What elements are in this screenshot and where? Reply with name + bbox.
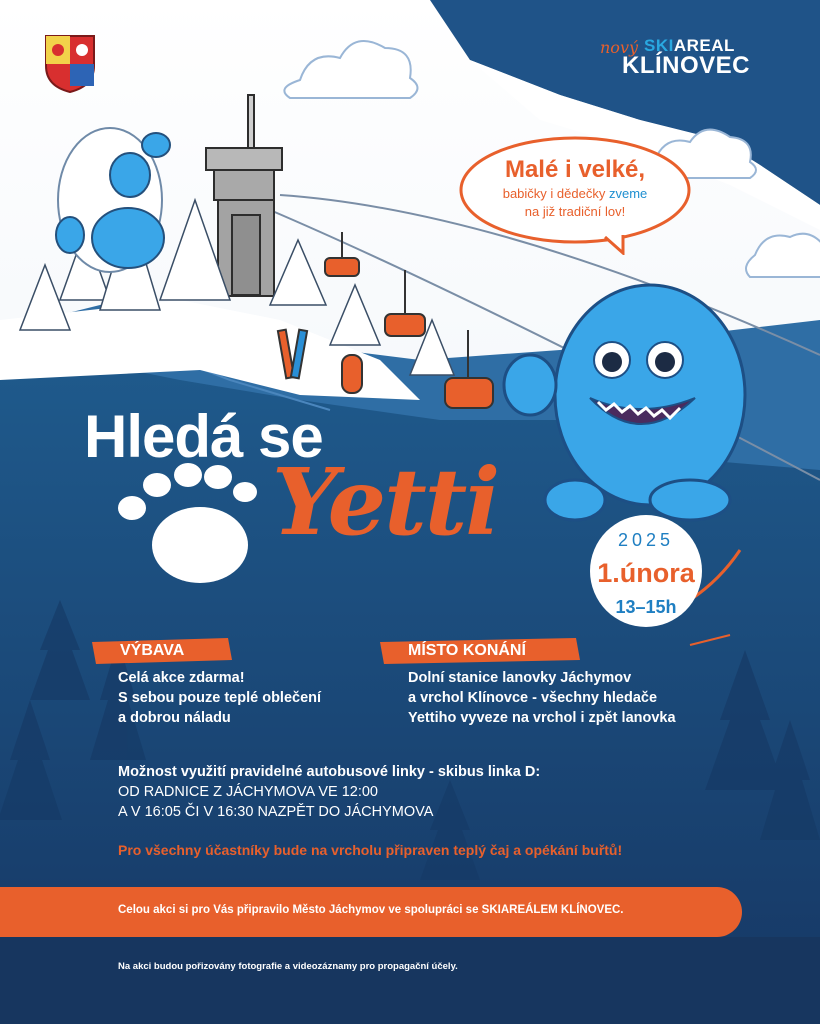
bus-line: A V 16:05 ČI V 16:30 NAZPĚT DO JÁCHYMOVA [118, 804, 434, 820]
bubble-title: Malé i velké, [504, 156, 646, 183]
misto-line: a vrchol Klínovce - všechny hledače [408, 690, 658, 706]
vybava-text [118, 668, 321, 728]
headline-yetti: Yetti [272, 448, 499, 556]
footer-text: Celou akci si pro Vás připravilo Město Jáchymov ve spolupráci se SKIAREÁLEM KLÍNOVEC. [118, 904, 624, 916]
vybava-line: a dobrou náladu [118, 710, 231, 726]
bus-info [118, 762, 540, 822]
vybava-line: S sebou pouze teplé oblečení [118, 690, 322, 706]
speech-bubble-text [470, 156, 680, 220]
misto-line: Dolní stanice lanovky Jáchymov [408, 670, 632, 686]
date-day: 1.února [597, 558, 695, 588]
misto-text [408, 668, 676, 728]
town-crest-logo [44, 34, 96, 94]
skiareal-klinovec-logo [600, 34, 780, 82]
headline-hleda-se: Hledá se [84, 403, 323, 470]
date-year: 2025 [617, 530, 675, 550]
vybava-heading: VÝBAVA [120, 642, 185, 659]
photo-disclaimer: Na akci budou pořizovány fotografie a videozáznamy pro propagační účely. [118, 961, 458, 972]
white-yeti-illustration [56, 128, 170, 272]
brand-klinovec: KLÍNOVEC [622, 52, 751, 79]
misto-heading: MÍSTO KONÁNÍ [408, 642, 526, 659]
vybava-line: Celá akce zdarma! [118, 670, 245, 686]
misto-line: Yettiho vyveze na vrchol i zpět lanovka [408, 710, 676, 726]
bus-line: Možnost využití pravidelné autobusové linky - skibus linka D: [118, 764, 541, 780]
vybava-heading-tag [92, 638, 232, 664]
bubble-line-1: babičky i dědečky zveme [502, 186, 648, 201]
bubble-line-2: na již tradiční lov! [524, 204, 626, 219]
date-hours: 13–15h [615, 597, 677, 617]
bus-line: OD RADNICE Z JÁCHYMOVA VE 12:00 [118, 784, 378, 800]
tea-notice: Pro všechny účastníky bude na vrcholu připraven teplý čaj a opékání buřtů! [118, 842, 623, 858]
brand-skiareal: SKIAREAL [644, 36, 735, 55]
misto-heading-tag [380, 638, 580, 664]
brand-novy: nový [600, 38, 639, 57]
